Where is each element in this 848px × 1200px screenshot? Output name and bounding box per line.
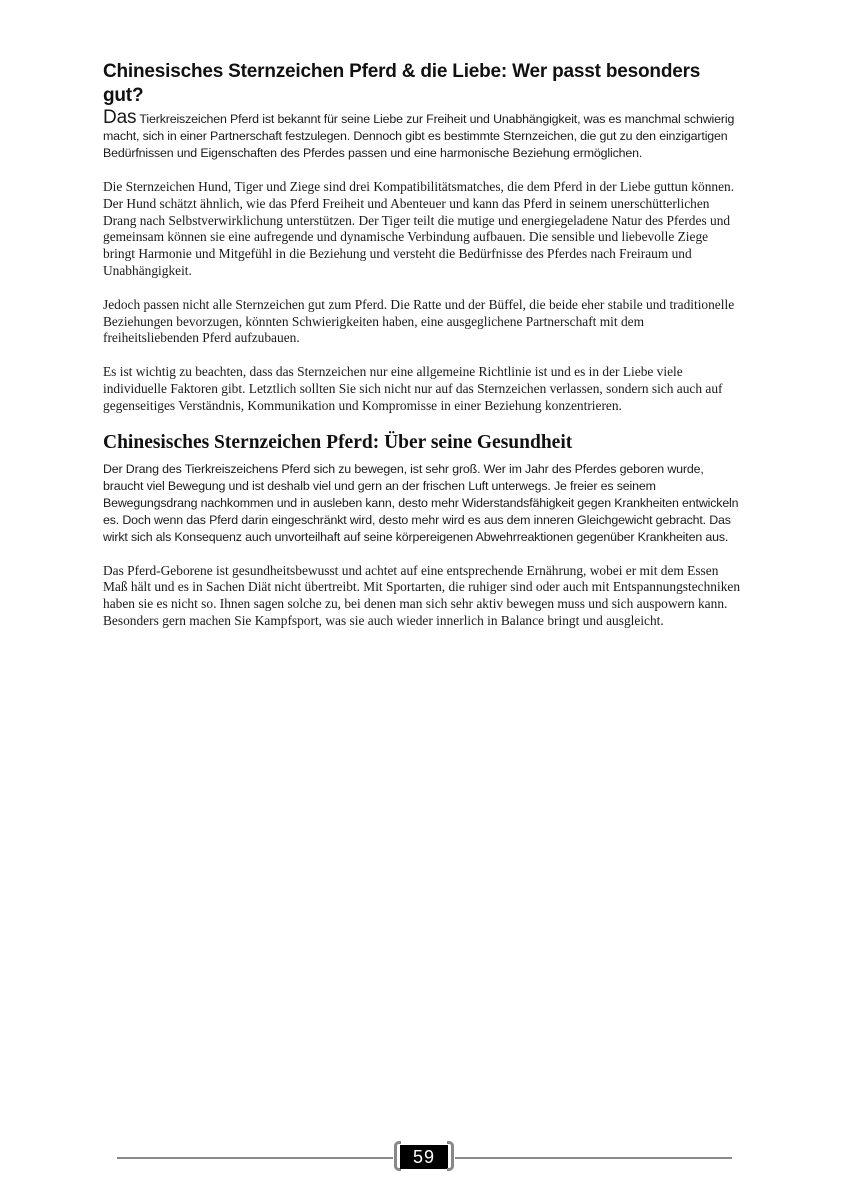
- section-heading-health: Chinesisches Sternzeichen Pferd: Über seine Gesundheit: [103, 431, 573, 453]
- bracket-right-icon: [447, 1141, 454, 1171]
- intro-paragraph: [103, 109, 743, 162]
- page-number: 59: [400, 1145, 448, 1169]
- paragraph-note: Es ist wichtig zu beachten, dass das Sternzeichen nur eine allgemeine Richtlinie ist und es in der Liebe viele individuelle Faktoren gibt. Letztlich sollten Sie sich nicht nur auf das Sternzeichen verlassen, sondern sich auch auf gegenseitiges Verständnis, Kommunikation und Kompromisse in einer Beziehung konzentrieren.: [103, 364, 723, 413]
- paragraph-health-diet: Das Pferd-Geborene ist gesundheitsbewusst und achtet auf eine entsprechende Ernährung, wobei er mit dem Essen Maß hält und es in Sachen Diät nicht übertreibt. Mit Sportarten, die ruhiger sind oder auch mit Entspannungstechniken haben sie es nicht so. Ihnen sagen solche zu, bei denen man sich sehr aktiv bewegen muss und sich auspowern kann. Besonders gern machen Sie Kampfsport, was sie auch wieder innerlich in Balance bringt und ausgleicht.: [103, 562, 741, 628]
- paragraph-health-movement: Der Drang des Tierkreiszeichens Pferd sich zu bewegen, ist sehr groß. Wer im Jahr des Pferdes geboren wurde, braucht viel Bewegung und ist deshalb viel und gern an der frischen Luft unterwegs. Je freier es seinem Bewegungsdrang nachkommen und in ausleben kann, desto mehr Widerstandsfähigkeit gegen Krankheiten entwickeln es. Doch wenn das Pferd darin eingeschränkt wird, desto mehr wird es aus dem inneren Gleichgewicht gebracht. Das wirkt sich als Konsequenz auch unvorteilhaft auf seine körpereigenen Abwehrreaktionen gegenüber Krankheiten aus.: [103, 461, 739, 544]
- footer-rule-right: [455, 1157, 732, 1159]
- paragraph-incompatible-signs: Jedoch passen nicht alle Sternzeichen gut zum Pferd. Die Ratte und der Büffel, die beide eher stabile und traditionelle Beziehungen bevorzugen, könnten Schwierigkeiten haben, eine ausgeglichene Partnerschaft mit dem freiheitsliebenden Pferd aufzubauen.: [103, 296, 735, 346]
- footer-rule-left: [117, 1157, 393, 1159]
- page-content: [103, 60, 743, 630]
- section-heading-love: Chinesisches Sternzeichen Pferd & die Liebe: Wer passt besonders gut?: [103, 61, 701, 106]
- intro-text: Tierkreiszeichen Pferd ist bekannt für seine Liebe zur Freiheit und Unabhängigkeit, was es manchmal schwierig macht, sich in einer Partnerschaft festzulegen. Dennoch gibt es bestimmte Sternzeichen, die gut zu den einzigartigen Bedürfnissen und Eigenschaften des Pferdes passen und eine harmonische Beziehung ermöglichen.: [103, 112, 735, 160]
- page-number-box: [394, 1141, 454, 1173]
- intro-first-word: Das: [103, 107, 137, 128]
- paragraph-compatible-signs: Die Sternzeichen Hund, Tiger und Ziege sind drei Kompatibilitätsmatches, die dem Pferd in der Liebe guttun können. Der Hund schätzt ähnlich, wie das Pferd Freiheit und Abenteuer und kann das Pferd in seinem unerschütterlichen Drang nach Selbstverwirklichung unterstützen. Der Tiger teilt die mutige und energiegeladene Natur des Pferdes und gemeinsam können sie eine aufregende und dynamische Verbindung aufbauen. Die sensible und liebevolle Ziege bringt Harmonie und Mitgefühl in die Beziehung und versteht die Bedürfnisse des Pferdes nach Freiraum und Unabhängigkeit.: [103, 179, 735, 278]
